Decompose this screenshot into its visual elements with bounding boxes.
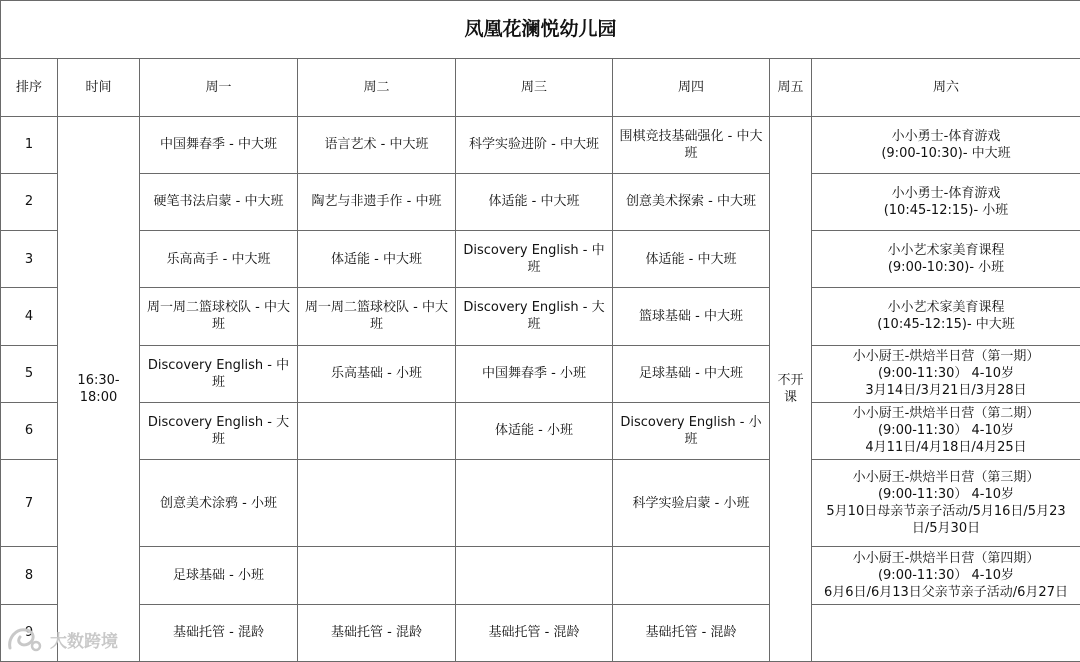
wednesday-cell: 基础托管 - 混龄	[456, 604, 613, 661]
table-row	[1, 288, 1080, 345]
thursday-cell	[613, 547, 770, 604]
header-row	[1, 59, 1080, 116]
thursday-cell: 篮球基础 - 中大班	[613, 288, 770, 345]
tuesday-cell: 基础托管 - 混龄	[298, 604, 456, 661]
page-title: 凤凰花澜悦幼儿园	[1, 1, 1080, 59]
tuesday-cell: 语言艺术 - 中大班	[298, 116, 456, 173]
thursday-cell: 基础托管 - 混龄	[613, 604, 770, 661]
wednesday-cell: Discovery English - 大班	[456, 288, 613, 345]
monday-cell: 中国舞春季 - 中大班	[140, 116, 298, 173]
thursday-cell: 足球基础 - 中大班	[613, 345, 770, 402]
header-friday: 周五	[770, 59, 812, 116]
header-tuesday: 周二	[298, 59, 456, 116]
wednesday-cell	[456, 547, 613, 604]
monday-cell: Discovery English - 大班	[140, 402, 298, 459]
wednesday-cell: 中国舞春季 - 小班	[456, 345, 613, 402]
tuesday-cell: 陶艺与非遗手作 - 中班	[298, 173, 456, 230]
header-saturday: 周六	[812, 59, 1080, 116]
row-number: 4	[1, 288, 58, 345]
header-thursday: 周四	[613, 59, 770, 116]
monday-cell: Discovery English - 中班	[140, 345, 298, 402]
row-number: 6	[1, 402, 58, 459]
row-number: 9	[1, 604, 58, 661]
tuesday-cell	[298, 402, 456, 459]
saturday-cell	[812, 604, 1080, 661]
time-cell: 16:30-18:00	[58, 116, 140, 662]
row-number: 8	[1, 547, 58, 604]
row-number: 2	[1, 173, 58, 230]
header-wednesday: 周三	[456, 59, 613, 116]
saturday-cell: 小小厨王-烘焙半日营（第三期） (9:00-11:30） 4-10岁 5月10日母亲节亲子活动/5月16日/5月23日/5月30日	[812, 460, 1080, 547]
thursday-cell: 创意美术探索 - 中大班	[613, 173, 770, 230]
thursday-cell: 体适能 - 中大班	[613, 231, 770, 288]
thursday-cell: 科学实验启蒙 - 小班	[613, 460, 770, 547]
saturday-cell: 小小厨王-烘焙半日营（第一期） (9:00-11:30） 4-10岁 3月14日/3月21日/3月28日	[812, 345, 1080, 402]
monday-cell: 基础托管 - 混龄	[140, 604, 298, 661]
row-number: 5	[1, 345, 58, 402]
saturday-cell: 小小勇士-体育游戏 (9:00-10:30)- 中大班	[812, 116, 1080, 173]
wednesday-cell	[456, 460, 613, 547]
monday-cell: 足球基础 - 小班	[140, 547, 298, 604]
tuesday-cell	[298, 460, 456, 547]
wednesday-cell: 体适能 - 中大班	[456, 173, 613, 230]
wednesday-cell: Discovery English - 中班	[456, 231, 613, 288]
header-monday: 周一	[140, 59, 298, 116]
table-row	[1, 604, 1080, 661]
table-row	[1, 345, 1080, 402]
saturday-cell: 小小艺术家美育课程 (9:00-10:30)- 小班	[812, 231, 1080, 288]
table-row	[1, 460, 1080, 547]
saturday-cell: 小小厨王-烘焙半日营（第四期） (9:00-11:30） 4-10岁 6月6日/6月13日父亲节亲子活动/6月27日	[812, 547, 1080, 604]
thursday-cell: Discovery English - 小班	[613, 402, 770, 459]
title-row	[1, 1, 1080, 59]
saturday-cell: 小小厨王-烘焙半日营（第二期） (9:00-11:30） 4-10岁 4月11日/4月18日/4月25日	[812, 402, 1080, 459]
table-row	[1, 231, 1080, 288]
monday-cell: 创意美术涂鸦 - 小班	[140, 460, 298, 547]
watermark-text: 大数跨境	[50, 631, 118, 652]
table-row	[1, 173, 1080, 230]
row-number: 3	[1, 231, 58, 288]
table-row	[1, 402, 1080, 459]
monday-cell: 硬笔书法启蒙 - 中大班	[140, 173, 298, 230]
row-number: 1	[1, 116, 58, 173]
table-row	[1, 116, 1080, 173]
header-order: 排序	[1, 59, 58, 116]
tuesday-cell: 乐高基础 - 小班	[298, 345, 456, 402]
saturday-cell: 小小勇士-体育游戏 (10:45-12:15)- 小班	[812, 173, 1080, 230]
monday-cell: 周一周二篮球校队 - 中大班	[140, 288, 298, 345]
wednesday-cell: 体适能 - 小班	[456, 402, 613, 459]
thursday-cell: 围棋竞技基础强化 - 中大班	[613, 116, 770, 173]
tuesday-cell	[298, 547, 456, 604]
monday-cell: 乐高高手 - 中大班	[140, 231, 298, 288]
friday-cell: 不开课	[770, 116, 812, 662]
saturday-cell: 小小艺术家美育课程 (10:45-12:15)- 中大班	[812, 288, 1080, 345]
tuesday-cell: 体适能 - 中大班	[298, 231, 456, 288]
table-row	[1, 547, 1080, 604]
tuesday-cell: 周一周二篮球校队 - 中大班	[298, 288, 456, 345]
header-time: 时间	[58, 59, 140, 116]
row-number: 7	[1, 460, 58, 547]
wednesday-cell: 科学实验进阶 - 中大班	[456, 116, 613, 173]
